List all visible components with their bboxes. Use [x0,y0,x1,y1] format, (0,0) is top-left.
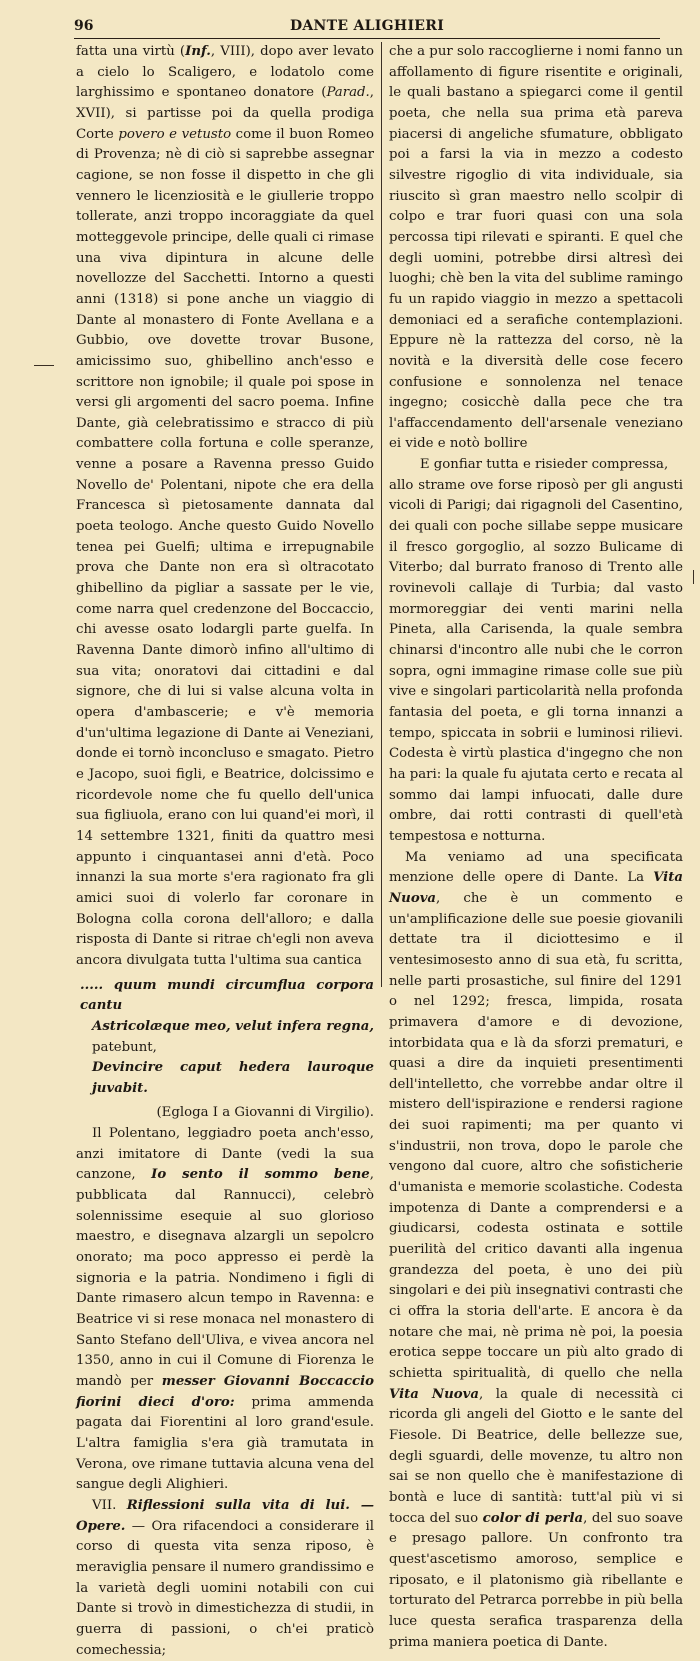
running-title: DANTE ALIGHIERI [289,18,445,34]
margin-mark [693,570,694,584]
running-head [74,10,660,38]
header-rule [74,38,660,39]
paragraph: che a pur solo raccoglierne i nomi fanno un affollamento di figure risentite e originali, le quali bastano a spiegarci come il gentil poeta, che nella sua prima età pareva piacersi di angeliche sfumature, obbligato poi a farsi la via in mezzo a codesto silvestre rigoglio di vita individuale, sia riuscito sì gran maestro nello scolpir di colpo e trar fuori quasi con una sola percossa tipi rilevati e spiranti. E quel che degli uomini, potrebbe dirsi altresì dei luoghi; chè ben la vita del sublime ramingo fu un rapido viaggio in mezzo a spettacoli demoniaci ed a serafiche contemplazioni. Eppure nè la rattezza del corso, nè la novità e la diversità delle cose fecero confusione e sonnolenza nel tenace ingegno; cosicchè dalla pece che tra l'affaccendamento dell'arsenale veneziano ei vide e notò bollire [389,44,683,452]
page-number: 96 [74,18,94,34]
column-divider [381,42,382,987]
paragraph: Il Polentano, leggiadro poeta anch'esso, anzi imitatore di Dante (vedi la sua canzone, Io sento il sommo bene, pubblicata dal Rannucci), celebrò solennissime esequie al suo glorioso maestro, e disegnava alzargli un sepolcro onorato; ma poco appresso ei perdè la signoria e la patria. Nondimeno i figli di Dante rimasero alcun tempo in Ravenna: e Beatrice vi si rese monaca nel monastero di Santo Stefano dell'Uliva, e vivea ancora nel 1350, anno in cui il Comune di Fiorenza le mandò per messer Giovanni Boccaccio fiorini dieci d'oro: prima ammenda pagata dai Fiorentini al loro grand'esule. L'altra famiglia s'era già tramutata in Verona, ove rimane tuttavia alcuna vena del sangue degli Alighieri. [76,1126,375,1493]
left-column [76,42,374,1661]
paragraph: Ma veniamo ad una specificata menzione delle opere di Dante. La Vita Nuova, che è un commento e un'amplificazione delle sue poesie giovanili dettate tra il diciottesimo e il ventesimosesto anno di sua età, fu scritta, nelle parti prosastiche, sul finire del 1291 o nel 1292; fresca, limpida, rosata primavera d'amore e di devozione, intorbidata qua e là da sforzi prematuri, e quasi a dire da inquieti presentimenti dell'intelletto, che vorrebbe andar oltre il mistero dell'ispirazione e rendersi ragione dei suoi rapimenti; ma per quanto vi s'industrii, non trova, dopo le parole che vengono dal cuore, altro che sofisticherie d'umanista e memorie scolastiche. Codesta impotenza di Dante a comprendersi e a giudicarsi, codesta ostinata e sottile puerilità del critico davanti alla ingenua grandezza del poeta, è uno dei più singolari e dei più insegnativi contrasti che ci offra la storia dell'arte. E ancora è da notare che mai, nè prima nè poi, la poesia erotica seppe toccare un più alto grado di schietta spiritualità, di quello che nella Vita Nuova, la quale di necessità ci ricorda gli angeli del Giotto e le sante del Fiesole. Di Beatrice, delle bellezze sue, degli sguardi, delle movenze, tu altro non sai se non quello che è manifestazione di bontà e luce di santità: tutt'al più vi si tocca del suo color di perla, del suo soave e presago pallore. Un confronto tra quest'ascetismo amoroso, semplice e riposato, e il platonismo già ribellante e torturato del Petrarca porrebbe in più bella luce questa serafica trasparenza della prima maniera poetica di Dante. [389,849,683,1650]
verse-citation: (Egloga I a Giovanni di Virgilio). [156,1105,374,1121]
margin-mark [34,365,54,366]
right-column [389,42,683,1653]
latin-verse: ..... quum mundi circumflua corpora cantu Astricolæque meo, velut infera regna, patebunt, Devincire caput hedera lauroque juvabit. [80,977,374,1096]
paragraph: allo strame ove forse riposò per gli angusti vicoli di Parigi; dai rigagnoli del Casentino, dei quali con poche sillabe seppe musicare il fresco gorgoglio, al sozzo Bulicame di Viterbo; dal burrato franoso di Trento alle rovinevoli callaje di Turbia; dal vasto mormoreggiar dei venti marini nella Pineta, alla Carisenda, la quale sembra chinarsi d'incontro alle nubi che le corron sopra, ogni immagine rimase colle sue più vive e singolari particolarità nella profonda fantasia del poeta, e gli torna innanzi a tempo, spiccata in sobrii e luminosi rilievi. Codesta è virtù plastica d'ingegno che non ha pari: la quale fu ajutata certo e recata al sommo dai lampi infuocati, dalle dure ombre, dai rotti contrasti di quell'età tempestosa e notturna. [389,477,683,844]
paragraph: fatta una virtù (Inf., VIII), dopo aver levato a cielo lo Scaligero, e lodatolo come larghissimo e spontaneo donatore (Parad., XVII), si partisse poi da quella prodiga Corte povero e vetusto come il buon Romeo di Provenza; nè di ciò si saprebbe assegnar cagione, se non fosse il dispetto in che gli vennero le licenziosità e le giullerie troppo tollerate, anzi troppo incoraggiate da quel motteggevole principe, delle quali ci rimase una viva dipintura in alcune delle novellozze del Sacchetti. Intorno a questi anni (1318) si pone anche un viaggio di Dante al monastero di Fonte Avellana e a Gubbio, ove dovette trovar Busone, amicissimo suo, ghibellino anch'esso e scrittore non ignobile; il quale poi spose in versi gli argomenti del sacro poema. Infine Dante, già celebratissimo e stracco di più combattere colla fortuna e colle speranze, venne a posare a Ravenna presso Guido Novello de' Polentani, nipote che era della Francesca sì pietosamente dannata dal poeta teologo. Anche questo Guido Novello tenea pei Guelfi; ultima e irrepugnabile prova che Dante non era sì oltracotato ghibellino da pigliar a sassate per le vie, come narra quel credenzone del Boccaccio, chi avesse osato lodargli parte guelfa. In Ravenna Dante dimorò infino all'ultimo di sua vita; onoratovi dai cittadini e dal signore, che di lui si valse alcuna volta in opera d'ambascerie; e v'è memoria d'un'ultima legazione di Dante ai Veneziani, donde ei tornò inconcluso e smagato. Pietro e Jacopo, suoi figli, e Beatrice, dolcissimo e ricordevole nome che fu quello dell'unica sua figliuola, erano con lui quand'ei morì, il 14 settembre 1321, finiti da quattro mesi appunto i cinquantasei anni d'età. Poco innanzi la sua morte s'era ragionato fra gli amici suoi di volerlo far coronare in Bologna colla corona dell'alloro; e dalla risposta di Dante si ritrae ch'egli non aveva ancora divulgata tutta l'ultima sua cantica [76,44,374,968]
section-heading-paragraph: VII. Riflessioni sulla vita di lui. — Opere. — Ora rifacendoci a considerare il corso di questa vita senza riposo, è meraviglia pensare il numero grandissimo e la varietà degli uomini notabili con cui Dante si trovò in dimestichezza di studii, in guerra di passioni, o ch'ei praticò comechessia; [76,1497,374,1658]
quoted-verse: E gonfiar tutta e risieder compressa, [419,457,669,473]
